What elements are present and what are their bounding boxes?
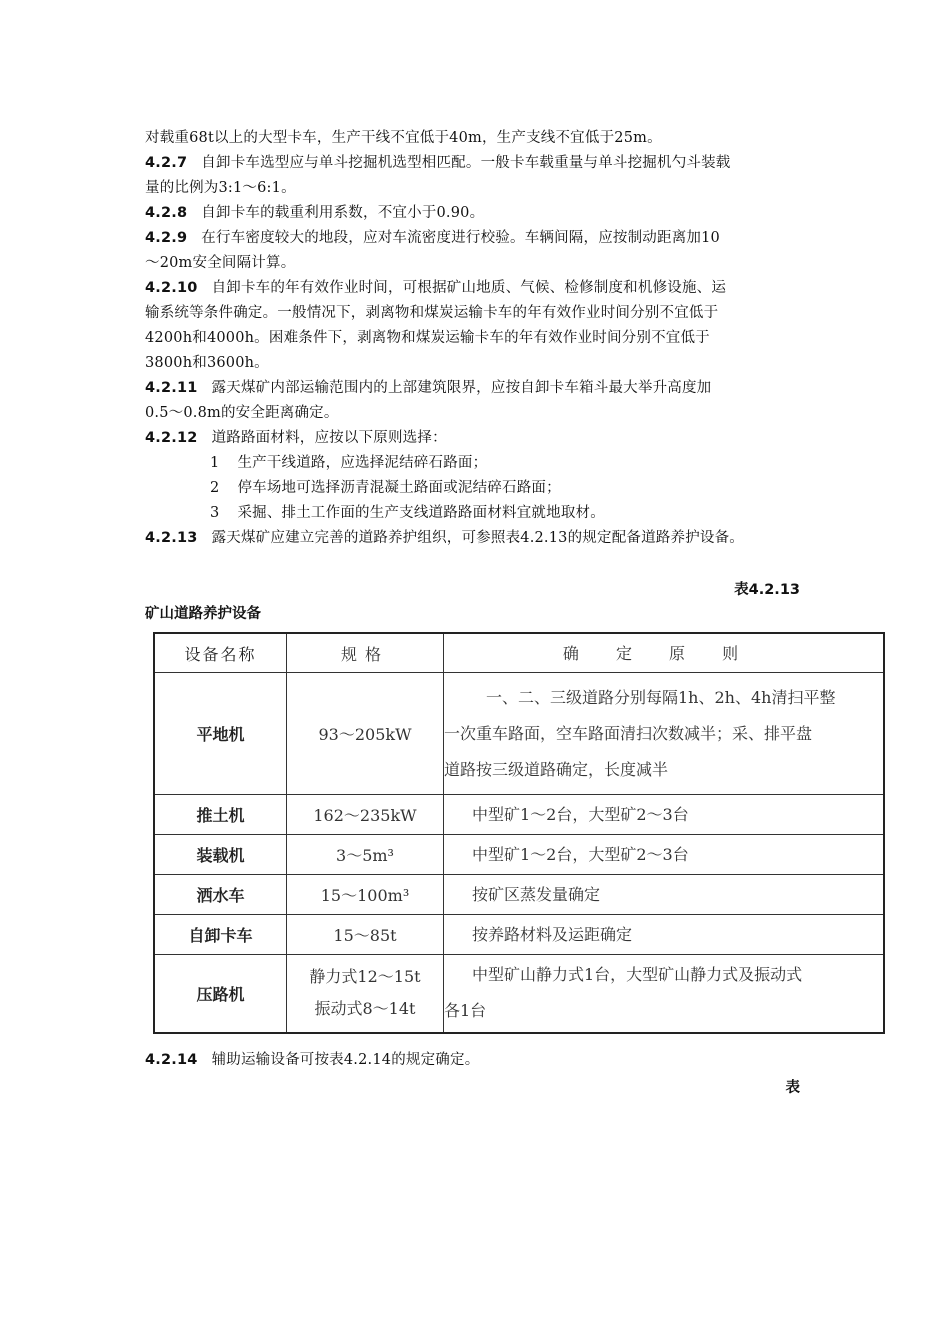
cell-rule: 中型矿1～2台，大型矿2～3台 — [444, 795, 885, 835]
rule-line: 一、二、三级道路分别每隔1h、2h、4h清扫平整 — [486, 687, 836, 707]
cell-spec: 93～205kW — [287, 673, 444, 795]
list-item-text: 生产干线道路，应选择泥结碎石路面； — [237, 455, 488, 471]
clause-text: 自卸卡车选型应与单斗挖掘机选型相匹配。一般卡车载重量与单斗挖掘机勺斗装载 — [201, 155, 731, 171]
clause-number: 4.2.9 — [145, 230, 188, 246]
clause-4-2-14 — [145, 1050, 479, 1070]
spec-line: 振动式8～14t — [314, 999, 416, 1019]
table-row — [154, 673, 884, 795]
cell-rule: 按矿区蒸发量确定 — [444, 875, 885, 915]
cell-name: 洒水车 — [154, 875, 287, 915]
list-item-text: 采掘、排土工作面的生产支线道路路面材料宜就地取材。 — [237, 505, 605, 521]
cell-spec: 3～5m³ — [287, 835, 444, 875]
cell-spec: 162～235kW — [287, 795, 444, 835]
cell-name: 推土机 — [154, 795, 287, 835]
clause-number: 4.2.12 — [145, 430, 198, 446]
clause-4-2-12 — [145, 428, 447, 448]
clause-4-2-10-cont-1: 输系统等条件确定。一般情况下，剥离物和煤炭运输卡车的年有效作业时间分别不宜低于 — [145, 305, 719, 321]
next-table-caption: 表 — [785, 1080, 800, 1096]
list-item — [210, 503, 605, 523]
list-item-number: 3 — [210, 505, 220, 521]
list-item — [210, 478, 561, 498]
list-item-number: 1 — [210, 455, 220, 471]
clause-number: 4.2.7 — [145, 155, 188, 171]
table-row — [154, 915, 884, 955]
list-item — [210, 453, 487, 473]
clause-text: 辅助运输设备可按表4.2.14的规定确定。 — [211, 1052, 480, 1068]
table-title: 矿山道路养护设备 — [145, 606, 261, 622]
clause-number: 4.2.14 — [145, 1052, 198, 1068]
cell-name: 装载机 — [154, 835, 287, 875]
header-spec: 规格 — [287, 633, 444, 673]
clause-4-2-9 — [145, 228, 720, 248]
table-header-row — [154, 633, 884, 673]
header-equipment-name: 设备名称 — [154, 633, 287, 673]
clause-number: 4.2.8 — [145, 205, 188, 221]
clause-4-2-8 — [145, 203, 484, 223]
rule-line: 中型矿山静力式1台，大型矿山静力式及振动式 — [472, 965, 803, 985]
table-row — [154, 875, 884, 915]
clause-4-2-11 — [145, 378, 711, 398]
clause-text: 自卸卡车的载重利用系数，不宜小于0.90。 — [201, 205, 485, 221]
clause-4-2-10-cont-3: 3800h和3600h。 — [145, 355, 269, 371]
cell-spec — [287, 955, 444, 1033]
cell-rule: 中型矿1～2台，大型矿2～3台 — [444, 835, 885, 875]
cell-rule — [444, 673, 885, 795]
cell-name: 压路机 — [154, 955, 287, 1033]
clause-4-2-11-cont: 0.5～0.8m的安全距离确定。 — [145, 405, 339, 421]
clause-4-2-9-cont: ～20m安全间隔计算。 — [145, 255, 296, 271]
cell-name: 自卸卡车 — [154, 915, 287, 955]
clause-4-2-13 — [145, 528, 744, 548]
cell-rule: 按养路材料及运距确定 — [444, 915, 885, 955]
clause-4-2-10 — [145, 278, 726, 298]
cell-spec: 15～85t — [287, 915, 444, 955]
header-rule: 确 定 原 则 — [444, 633, 885, 673]
clause-text: 在行车密度较大的地段，应对车流密度进行校验。车辆间隔，应按制动距离加10 — [201, 230, 720, 246]
list-item-text: 停车场地可选择沥青混凝土路面或泥结碎石路面； — [237, 480, 561, 496]
paragraph-continuation: 对载重68t以上的大型卡车，生产干线不宜低于40m，生产支线不宜低于25m。 — [145, 130, 662, 146]
rule-line: 各1台 — [444, 1001, 487, 1021]
list-item-number: 2 — [210, 480, 220, 496]
table-row — [154, 835, 884, 875]
clause-4-2-10-cont-2: 4200h和4000h。困难条件下，剥离物和煤炭运输卡车的年有效作业时间分别不宜低于 — [145, 330, 710, 346]
spec-line: 静力式12～15t — [309, 967, 421, 987]
rule-line: 一次重车路面，空车路面清扫次数减半；采、排平盘 — [444, 723, 813, 743]
clause-number: 4.2.10 — [145, 280, 198, 296]
cell-rule — [444, 955, 885, 1033]
clause-4-2-7 — [145, 153, 731, 173]
clause-text: 自卸卡车的年有效作业时间，可根据矿山地质、气候、检修制度和机修设施、运 — [211, 280, 727, 296]
clause-4-2-7-cont: 量的比例为3:1～6:1。 — [145, 180, 296, 196]
clause-text: 道路路面材料，应按以下原则选择： — [211, 430, 447, 446]
table-row — [154, 795, 884, 835]
cell-name: 平地机 — [154, 673, 287, 795]
rule-line: 道路按三级道路确定，长度减半 — [444, 759, 669, 779]
table-row — [154, 955, 884, 1033]
table-number: 表4.2.13 — [734, 582, 800, 598]
clause-text: 露天煤矿内部运输范围内的上部建筑限界，应按自卸卡车箱斗最大举升高度加 — [211, 380, 712, 396]
clause-text: 露天煤矿应建立完善的道路养护组织，可参照表4.2.13的规定配备道路养护设备。 — [211, 530, 744, 546]
maintenance-equipment-table — [153, 632, 885, 1034]
clause-number: 4.2.13 — [145, 530, 198, 546]
cell-spec: 15～100m³ — [287, 875, 444, 915]
clause-number: 4.2.11 — [145, 380, 198, 396]
